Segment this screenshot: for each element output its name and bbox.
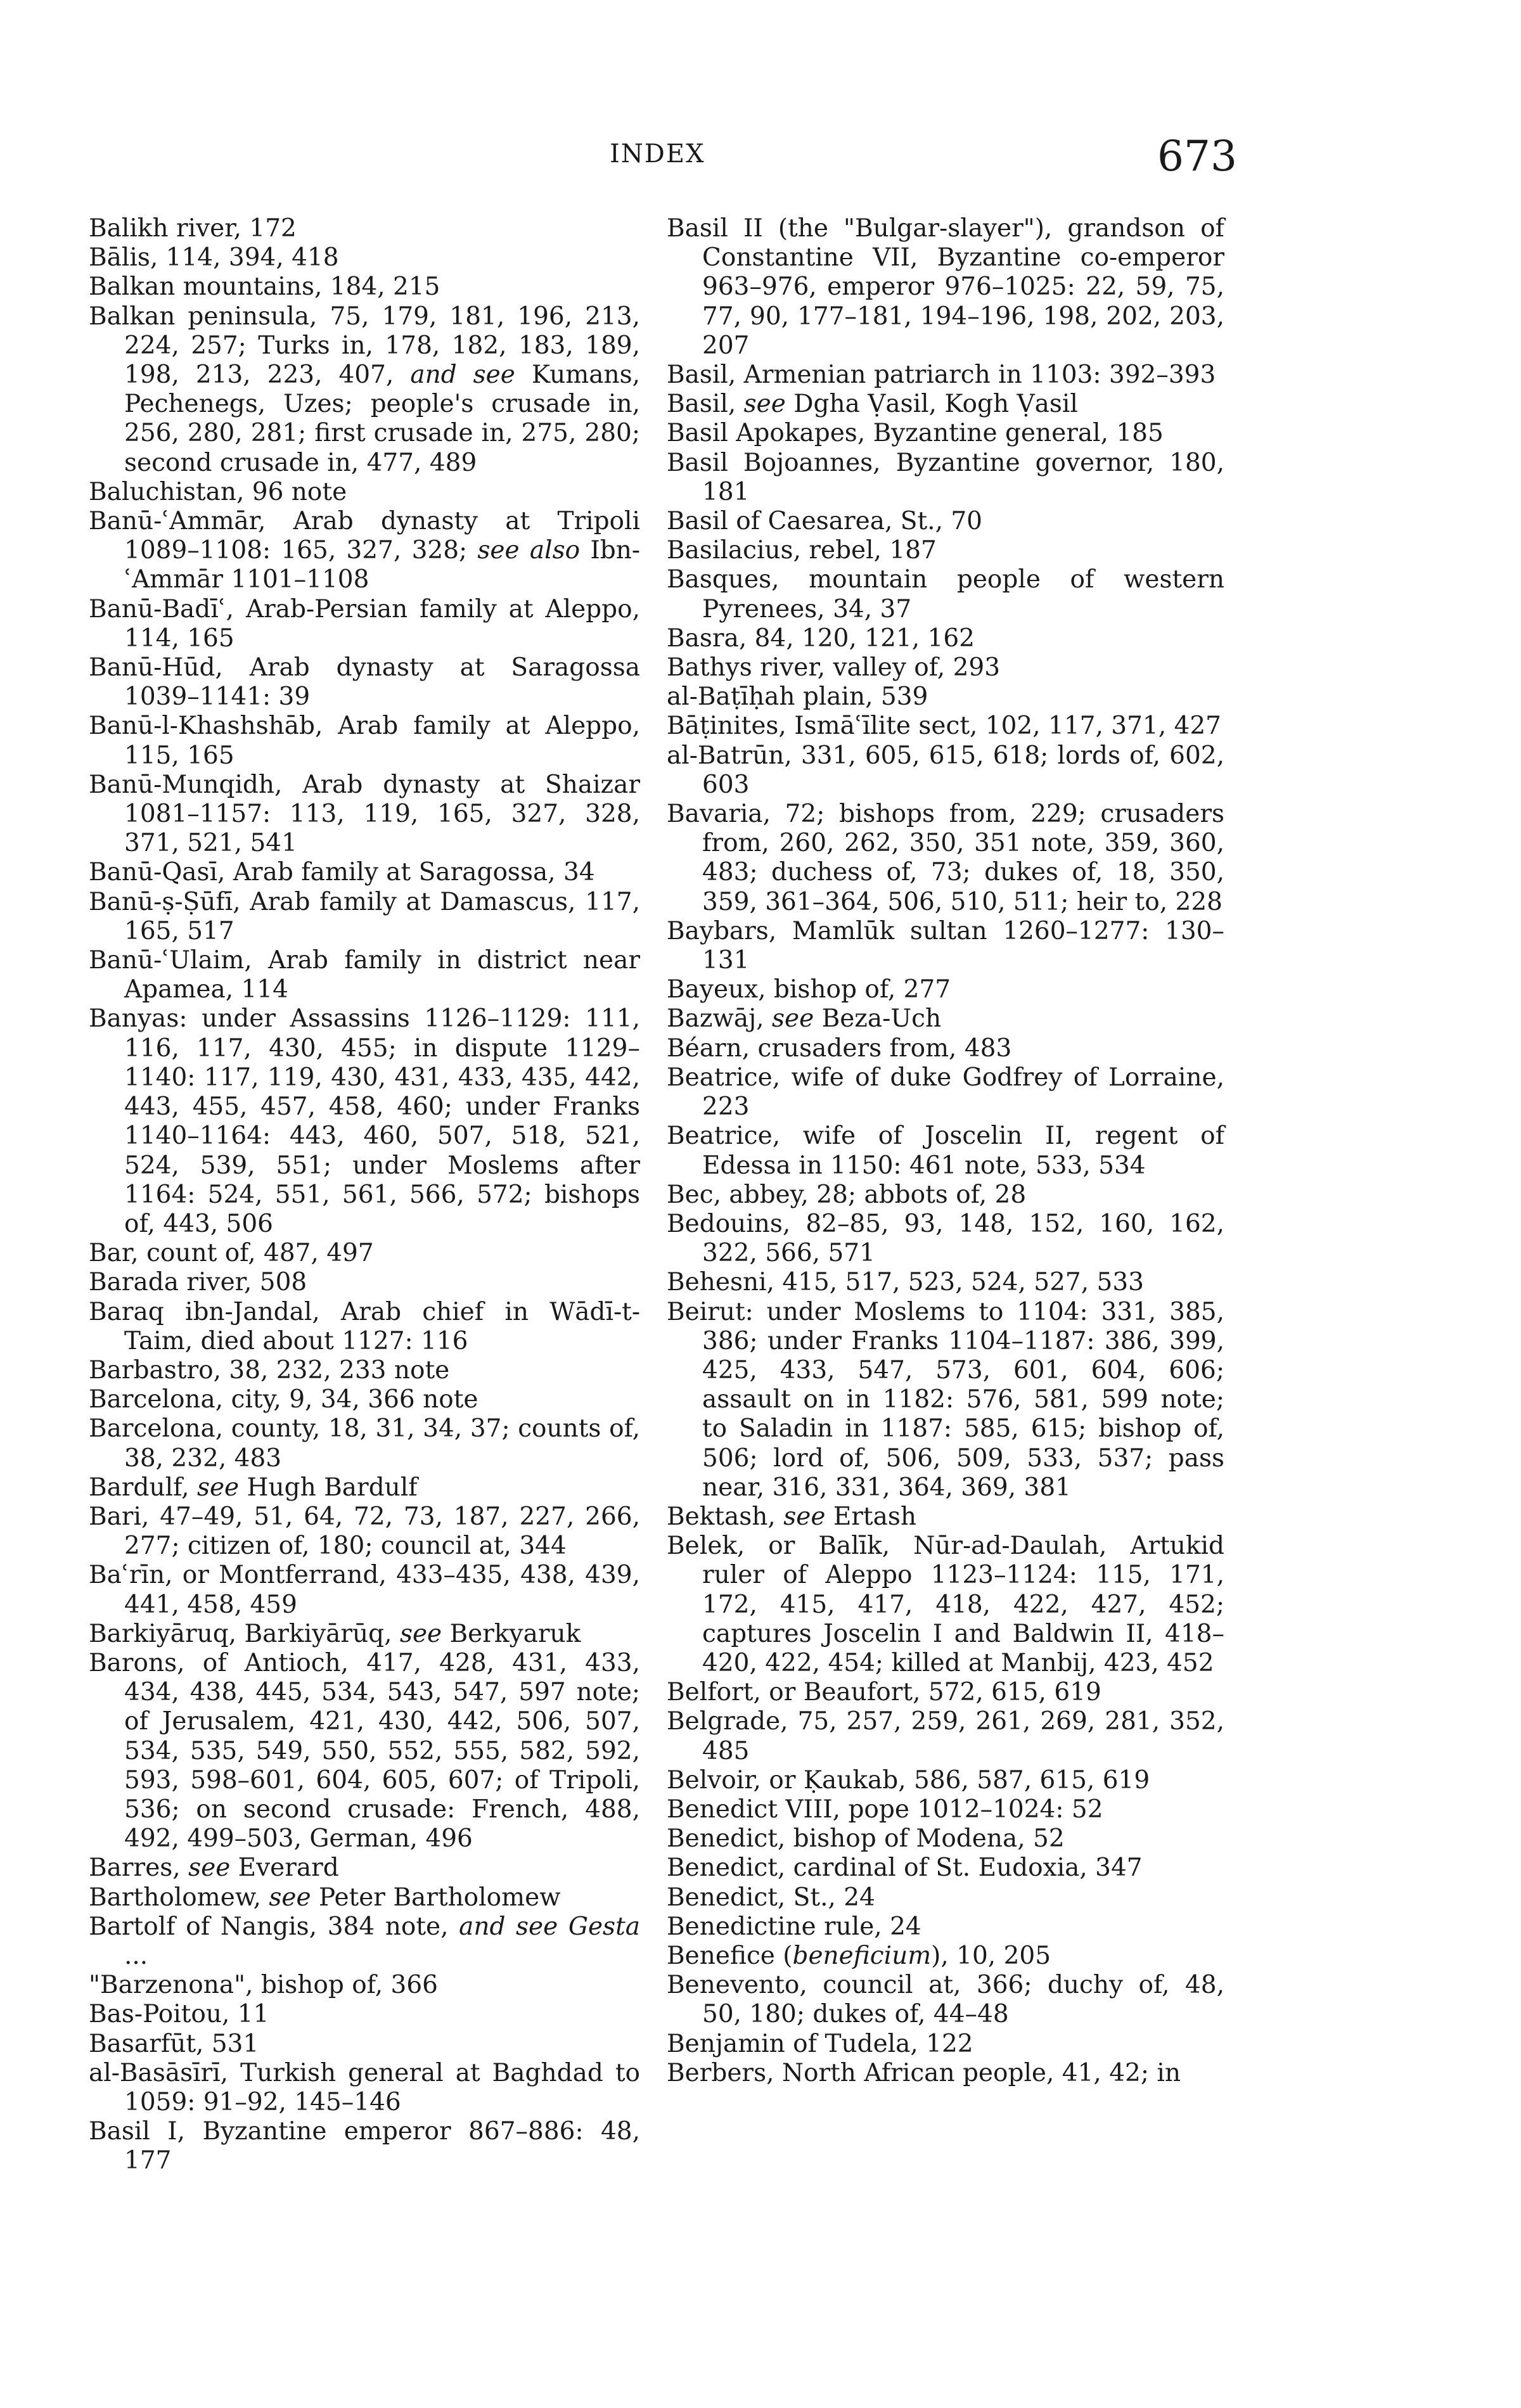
index-entry: Basil, Armenian patriarch in 1103: 392–393 — [667, 361, 1216, 390]
index-entry: Baraq ibn-Jandal, Arab chief in Wādī-t-Taim, died about 1127: 116 — [89, 1297, 640, 1355]
index-entry: Basil of Caesarea, St., 70 — [667, 507, 982, 536]
index-entry: Bartholomew, see Peter Bartholomew — [89, 1883, 561, 1912]
index-entry: Beirut: under Moslems to 1104: 331, 385, 386; under Franks 1104–1187: 386, 399, 425, 433, 547, 573, 601, 604, 606; assault on in 1182: 576, 581, 599 note; to Saladin in 1187: 585, 615; bishop of, 506; lord of, 506, 509, 533, 537; pass near, 316, 331, 364, 369, 381 — [667, 1297, 1224, 1502]
index-entry: Benedict, cardinal of St. Eudoxia, 347 — [667, 1854, 1143, 1883]
index-entry: Bec, abbey, 28; abbots of, 28 — [667, 1180, 1027, 1209]
index-entry: Béarn, crusaders from, 483 — [667, 1034, 1012, 1063]
index-entry: Benedictine rule, 24 — [667, 1912, 921, 1941]
index-entry: Bas-Poitou, 11 — [89, 2000, 269, 2029]
index-entry: al-Baṭīḥah plain, 539 — [667, 682, 928, 712]
index-entry: Belfort, or Beaufort, 572, 615, 619 — [667, 1678, 1101, 1707]
index-entry: Banū-Hūd, Arab dynasty at Saragossa 1039–1141: 39 — [89, 653, 640, 712]
index-entry: Barbastro, 38, 232, 233 note — [89, 1355, 450, 1385]
index-entry: Banyas: under Assassins 1126–1129: 111, 116, 117, 430, 455; in dispute 1129–1140: 117, 119, 430, 431, 433, 435, 442, 443, 455, 457, 458, 460; under Franks 1140–1164: 443, 460, 507, 518, 521, 524, 539, 551; under Moslems after 1164: 524, 551, 561, 566, 572; bishops of, 443, 506 — [89, 1004, 640, 1238]
index-entry: Bazwāj, see Beza-Uch — [667, 1004, 942, 1034]
index-entry: Barons, of Antioch, 417, 428, 431, 433, 434, 438, 445, 534, 543, 547, 597 note; of Jerusalem, 421, 430, 442, 506, 507, 534, 535, 549, 550, 552, 555, 582, 592, 593, 598–601, 604, 605, 607; of Tripoli, 536; on second crusade: French, 488, 492, 499–503, German, 496 — [89, 1648, 640, 1854]
index-entry: Barcelona, city, 9, 34, 366 note — [89, 1385, 478, 1414]
index-entry: Beatrice, wife of duke Godfrey of Lorraine, 223 — [667, 1063, 1224, 1122]
index-entry: Balkan mountains, 184, 215 — [89, 272, 440, 302]
index-column-left — [89, 214, 640, 2176]
index-entry: al-Basāsīrī, Turkish general at Baghdad to 1059: 91–92, 145–146 — [89, 2058, 640, 2117]
index-entry: Bardulf, see Hugh Bardulf — [89, 1473, 418, 1502]
index-entry: Banū-l-Khashshāb, Arab family at Aleppo, 115, 165 — [89, 712, 640, 770]
index-entry: Bar, count of, 487, 497 — [89, 1239, 374, 1268]
index-entry: Belgrade, 75, 257, 259, 261, 269, 281, 352, 485 — [667, 1707, 1224, 1765]
index-entry: Banū-Munqidh, Arab dynasty at Shaizar 1081–1157: 113, 119, 165, 327, 328, 371, 521, 541 — [89, 770, 640, 858]
index-entry: Basil Bojoannes, Byzantine governor, 180, 181 — [667, 448, 1224, 506]
index-column-right — [667, 214, 1224, 2088]
index-entry: Barcelona, county, 18, 31, 34, 37; counts of, 38, 232, 483 — [89, 1414, 640, 1473]
index-entry: Behesni, 415, 517, 523, 524, 527, 533 — [667, 1268, 1144, 1297]
index-entry: Barkiyāruq, Barkiyārūq, see Berkyaruk — [89, 1619, 581, 1648]
index-entry: Basques, mountain people of western Pyrenees, 34, 37 — [667, 565, 1224, 624]
index-entry: Barada river, 508 — [89, 1268, 307, 1297]
index-entry: Basilacius, rebel, 187 — [667, 536, 937, 565]
running-head — [0, 132, 1521, 183]
index-entry: Baluchistan, 96 note — [89, 477, 347, 506]
index-entry: Benedict, St., 24 — [667, 1883, 875, 1912]
index-entry: Basil, see Dgha Ṿasil, Kogh Ṿasil — [667, 390, 1078, 419]
index-entry: Bāṭinites, Ismāʿīlite sect, 102, 117, 371, 427 — [667, 712, 1221, 741]
index-entry: Basil Apokapes, Byzantine general, 185 — [667, 419, 1164, 448]
index-entry: Balikh river, 172 — [89, 214, 297, 243]
index-entry: Basra, 84, 120, 121, 162 — [667, 624, 975, 653]
index-entry: Basil I, Byzantine emperor 867–886: 48, 177 — [89, 2117, 640, 2175]
index-entry: Banū-Qasī, Arab family at Saragossa, 34 — [89, 858, 595, 887]
index-entry: Benevento, council at, 366; duchy of, 48, 50, 180; dukes of, 44–48 — [667, 1971, 1224, 2029]
index-entry: Bektash, see Ertash — [667, 1502, 916, 1531]
index-entry: Barres, see Everard — [89, 1854, 339, 1883]
index-entry: Banū-ʿAmmār, Arab dynasty at Tripoli 1089–1108: 165, 327, 328; see also Ibn-ʿAmmār 1101–1108 — [89, 507, 640, 594]
index-entry: Berbers, North African people, 41, 42; in — [667, 2058, 1181, 2087]
page-title: INDEX — [610, 139, 705, 169]
index-entry: "Barzenona", bishop of, 366 — [89, 1971, 438, 2000]
index-entry: Bathys river, valley of, 293 — [667, 653, 1001, 682]
index-entry: Baʿrīn, or Montferrand, 433–435, 438, 439, 441, 458, 459 — [89, 1561, 640, 1619]
index-entry: Benedict, bishop of Modena, 52 — [667, 1824, 1065, 1854]
index-entry: Banū-ṣ-Ṣūfī, Arab family at Damascus, 117, 165, 517 — [89, 887, 640, 945]
index-entry: Bedouins, 82–85, 93, 148, 152, 160, 162, 322, 566, 571 — [667, 1209, 1224, 1268]
index-entry: Benefice (beneficium), 10, 205 — [667, 1941, 1051, 1970]
index-entry: Belvoir, or Ḳaukab, 586, 587, 615, 619 — [667, 1765, 1150, 1795]
index-entry: Basil II (the "Bulgar-slayer"), grandson of Constantine VII, Byzantine co-emperor 963–976, emperor 976–1025: 22, 59, 75, 77, 90, 177–181, 194–196, 198, 202, 203, 207 — [667, 214, 1224, 360]
index-entry: Bayeux, bishop of, 277 — [667, 975, 951, 1004]
index-entry: Banū-ʿUlaim, Arab family in district near Apamea, 114 — [89, 946, 640, 1004]
index-entry: Banū-Badīʿ, Arab-Persian family at Aleppo, 114, 165 — [89, 594, 640, 653]
index-entry: Beatrice, wife of Joscelin II, regent of Edessa in 1150: 461 note, 533, 534 — [667, 1122, 1224, 1180]
index-entry: Basarfūt, 531 — [89, 2029, 259, 2058]
index-entry: Bavaria, 72; bishops from, 229; crusaders from, 260, 262, 350, 351 note, 359, 360, 483; duchess of, 73; dukes of, 18, 350, 359, 361–364, 506, 510, 511; heir to, 228 — [667, 800, 1224, 916]
index-entry: Bālis, 114, 394, 418 — [89, 243, 339, 272]
index-entry: Balkan peninsula, 75, 179, 181, 196, 213, 224, 257; Turks in, 178, 182, 183, 189, 198, 213, 223, 407, and see Kumans, Pechenegs, Uzes; people's crusade in, 256, 280, 281; first crusade in, 275, 280; second crusade in, 477, 489 — [89, 302, 640, 477]
index-entry: Belek, or Balīk, Nūr-ad-Daulah, Artukid ruler of Aleppo 1123–1124: 115, 171, 172, 415, 417, 418, 422, 427, 452; captures Joscelin I and Baldwin II, 418–420, 422, 454; killed at Manbij, 423, 452 — [667, 1532, 1224, 1677]
index-entry: Baybars, Mamlūk sultan 1260–1277: 130–131 — [667, 916, 1224, 975]
index-entry: Benedict VIII, pope 1012–1024: 52 — [667, 1795, 1103, 1824]
index-entry: Benjamin of Tudela, 122 — [667, 2029, 973, 2058]
page-number: 673 — [1157, 132, 1237, 181]
index-entry: al-Batrūn, 331, 605, 615, 618; lords of, 602, 603 — [667, 741, 1224, 799]
index-entry: Bartolf of Nangis, 384 note, and see Gesta ... — [89, 1912, 640, 1970]
index-entry: Bari, 47–49, 51, 64, 72, 73, 187, 227, 266, 277; citizen of, 180; council at, 344 — [89, 1502, 640, 1561]
